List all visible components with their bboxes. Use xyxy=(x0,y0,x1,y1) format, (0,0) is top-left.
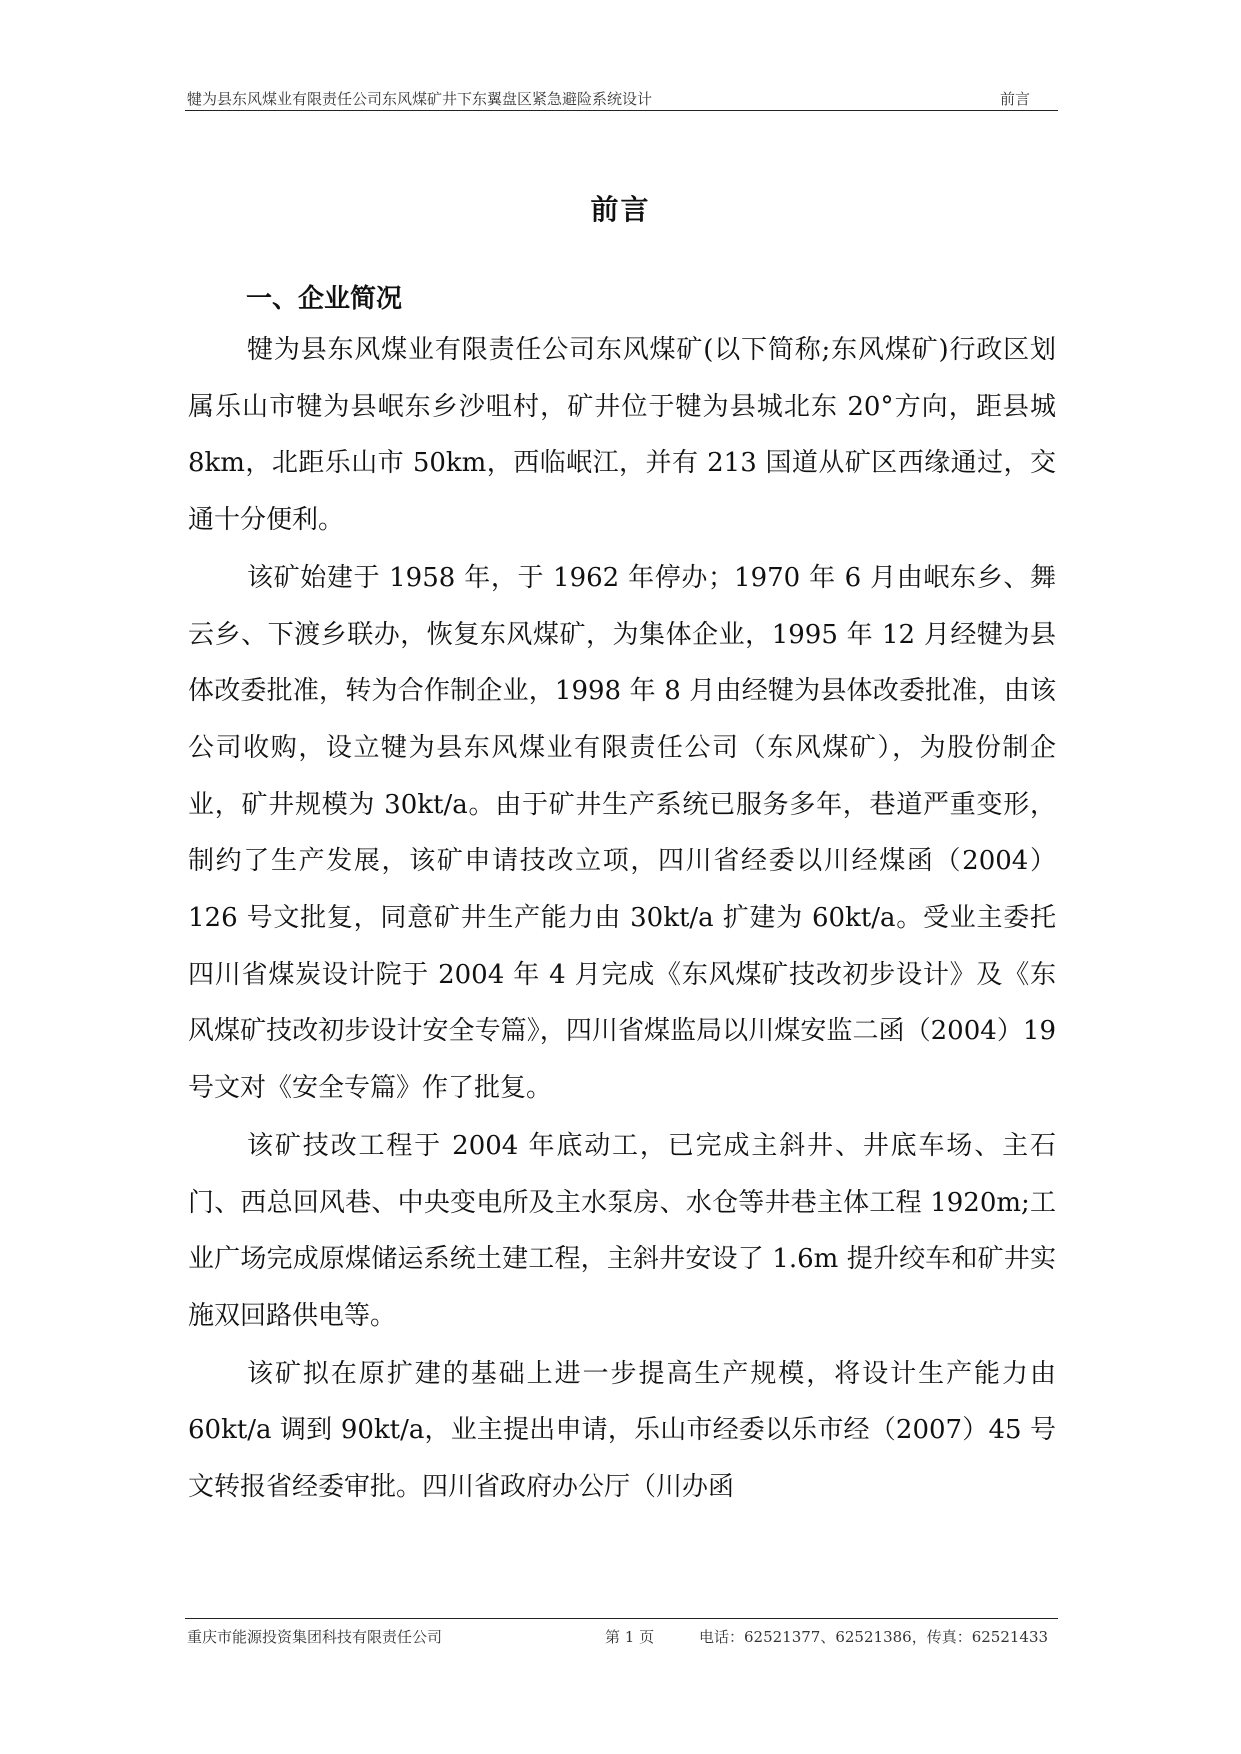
paragraph-history: 该矿始建于 1958 年，于 1962 年停办；1970 年 6 月由岷东乡、舞云乡、下渡乡联办，恢复东风煤矿，为集体企业，1995 年 12 月经犍为县体改委批准，转为合作制企业，1998 年 8 月由经犍为县体改委批准，由该公司收购，设立犍为县东风煤业有限责任公司（东风煤矿），为股份制企业，矿井规模为 30kt/a。由于矿井生产系统已服务多年，巷道严重变形，制约了生产发展，该矿申请技改立项，四川省经委以川经煤函（2004）126 号文批复，同意矿井生产能力由 30kt/a 扩建为 60kt/a。受业主委托四川省煤炭设计院于 2004 年 4 月完成《东风煤矿技改初步设计》及《东风煤矿技改初步设计安全专篇》，四川省煤监局以川煤安监二函（2004）19 号文对《安全专篇》作了批复。 xyxy=(188,562,1056,1104)
page-footer xyxy=(185,1618,1058,1645)
header-doc-title: 犍为县东风煤业有限责任公司东风煤矿井下东翼盘区紧急避险系统设计 xyxy=(187,90,653,108)
paragraph-construction: 该矿技改工程于 2004 年底动工，已完成主斜井、井底车场、主石门、西总回风巷、中央变电所及主水泵房、水仓等井巷主体工程 1920m;工业广场完成原煤储运系统土建工程，主斜井安设了 1.6m 提升绞车和矿井实施双回路供电等。 xyxy=(188,1130,1056,1331)
page-header xyxy=(185,84,1058,111)
paragraph-location: 犍为县东风煤业有限责任公司东风煤矿(以下简称;东风煤矿)行政区划属乐山市犍为县岷东乡沙咀村，矿井位于犍为县城北东 20°方向，距县城 8km，北距乐山市 50km，西临岷江，并有 213 国道从矿区西缘通过，交通十分便利。 xyxy=(188,335,1056,536)
footer-page-number: 第 1 页 xyxy=(605,1628,655,1646)
section-heading: 一、企业简况 xyxy=(246,284,403,314)
footer-contact: 电话：62521377、62521386，传真：62521433 xyxy=(699,1628,1049,1646)
paragraph-expansion: 该矿拟在原扩建的基础上进一步提高生产规模，将设计生产能力由 60kt/a 调到 90kt/a，业主提出申请，乐山市经委以乐市经（2007）45 号文转报省经委审批。四川省政府办公厅（川办函 xyxy=(188,1358,1056,1503)
page-title: 前言 xyxy=(590,193,651,226)
body-text xyxy=(188,322,1056,1517)
header-section-label: 前言 xyxy=(999,90,1030,108)
footer-company: 重庆市能源投资集团科技有限责任公司 xyxy=(187,1628,443,1646)
